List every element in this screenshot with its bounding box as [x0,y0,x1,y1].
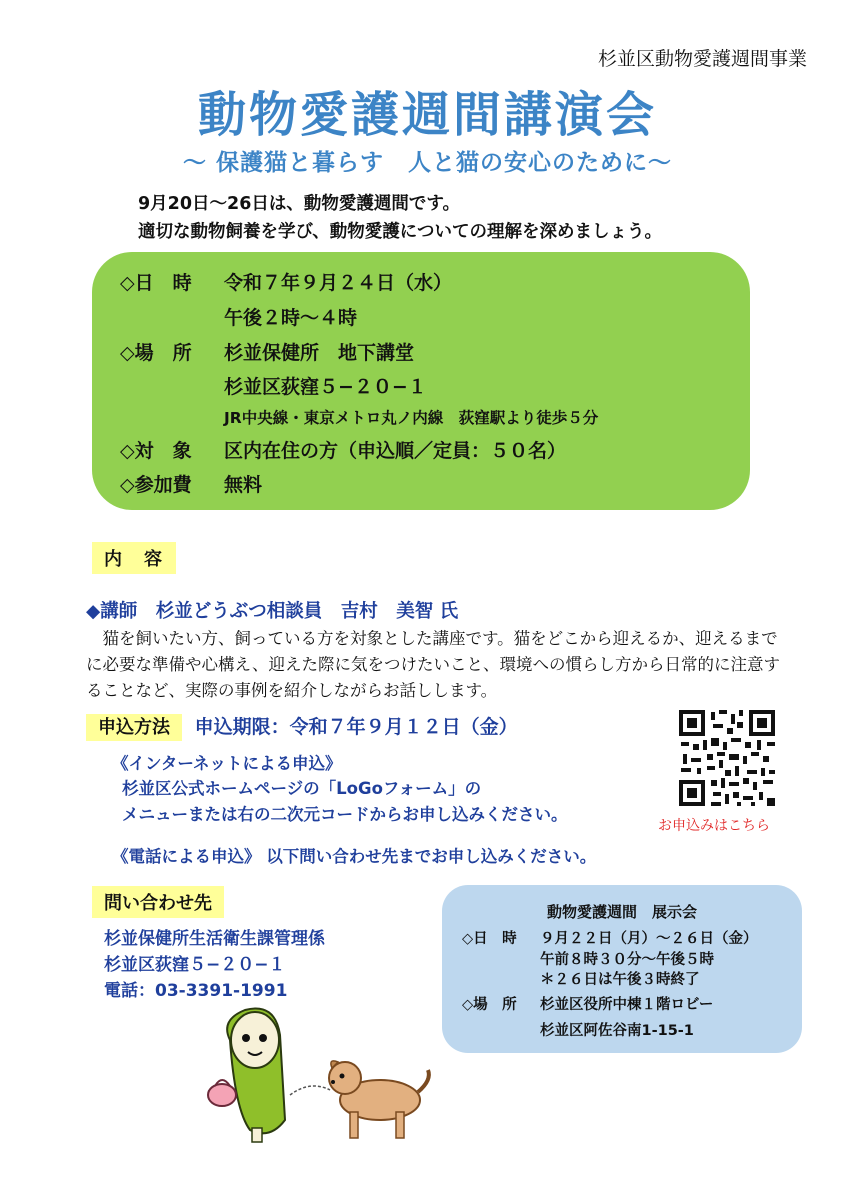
exhibition-place-label: ◇場 所 [462,997,517,1013]
page-subtitle: 〜 保護猫と暮らす 人と猫の安心のために〜 [182,150,672,176]
mascot-illustration [200,1000,440,1150]
datetime-label: ◇日 時 [120,272,192,294]
contact-tag: 問い合わせ先 [92,886,224,918]
apply-header [86,712,518,739]
exhibition-datetime-1: ９月２２日（月）〜２６日（金） [540,931,758,947]
exhibition-title: 動物愛護週間 展示会 [546,903,697,921]
place-value-1: 杉並保健所 地下講堂 [224,342,415,364]
exhibition-place-1: 杉並区役所中棟１階ロビー [540,997,714,1013]
datetime-value-1: 令和７年９月２４日（水） [224,272,453,294]
place-label: ◇場 所 [120,342,192,364]
exhibition-datetime-2: 午前８時３０分〜午後５時 [540,952,714,968]
qr-caption: お申込みはこちら [658,818,770,834]
organizer-label: 杉並区動物愛護週間事業 [597,48,807,70]
contact-phone[interactable]: 電話：03-3391-1991 [104,981,288,1001]
intro-text [138,190,662,246]
place-row [120,338,414,365]
phone-apply-line: 《電話による申込》 以下問い合わせ先までお申し込みください。 [112,847,597,866]
content-body: 猫を飼いたい方、飼っている方を対象とした講座です。猫をどこから迎えるか、迎えるまでに必要な準備や心構え、迎えた際に気をつけたいこと、環境への慣らし方から日常的に注意することなど、実際の事例を紹介しながらお話しします。 [86,629,780,700]
exhibition-place-2: 杉並区阿佐谷南1-15-1 [540,1023,694,1039]
contact-address: 杉並区荻窪５−２０−１ [104,955,286,975]
intro-line-2: 適切な動物飼養を学び、動物愛護についての理解を深めましょう。 [138,222,662,242]
fee-label: ◇参加費 [120,474,192,496]
place-value-2: 杉並区荻窪５−２０−１ [224,376,427,398]
datetime-row [120,268,452,295]
target-label: ◇対 象 [120,440,192,462]
internet-apply-heading: 《インターネットによる申込》 [112,754,342,773]
internet-apply-line-2: メニューまたは右の二次元コードからお申し込みください。 [122,805,568,824]
contact-body [104,926,325,1004]
apply-tag: 申込方法 [86,714,182,741]
apply-deadline: 申込期限：令和７年９月１２日（金） [194,716,518,738]
contact-office: 杉並保健所生活衛生課管理係 [104,929,325,949]
content-tag: 内 容 [92,542,176,574]
target-value: 区内在住の方（申込順／定員：５０名） [224,440,567,462]
fee-row [120,470,262,497]
mascot-character [208,1008,285,1142]
internet-apply-line-1: 杉並区公式ホームページの「LoGoフォーム」の [122,779,482,798]
fee-value: 無料 [224,474,263,496]
exhibition-datetime-3: ＊２６日は午後３時終了 [540,972,700,988]
page-title: 動物愛護週間講演会 [197,87,657,143]
dog-illustration [329,1061,429,1138]
speaker-line: ◆講師 杉並どうぶつ相談員 吉村 美智 氏 [86,601,459,622]
place-value-3: JR中央線・東京メトロ丸ノ内線 荻窪駅より徒歩５分 [224,409,599,427]
intro-line-1: 9月20日〜26日は、動物愛護週間です。 [138,194,460,214]
qr-code[interactable] [677,708,777,808]
internet-apply-body [122,776,568,828]
datetime-value-2: 午後２時〜４時 [224,307,358,329]
exhibition-datetime-label: ◇日 時 [462,931,517,947]
target-row [120,436,566,463]
